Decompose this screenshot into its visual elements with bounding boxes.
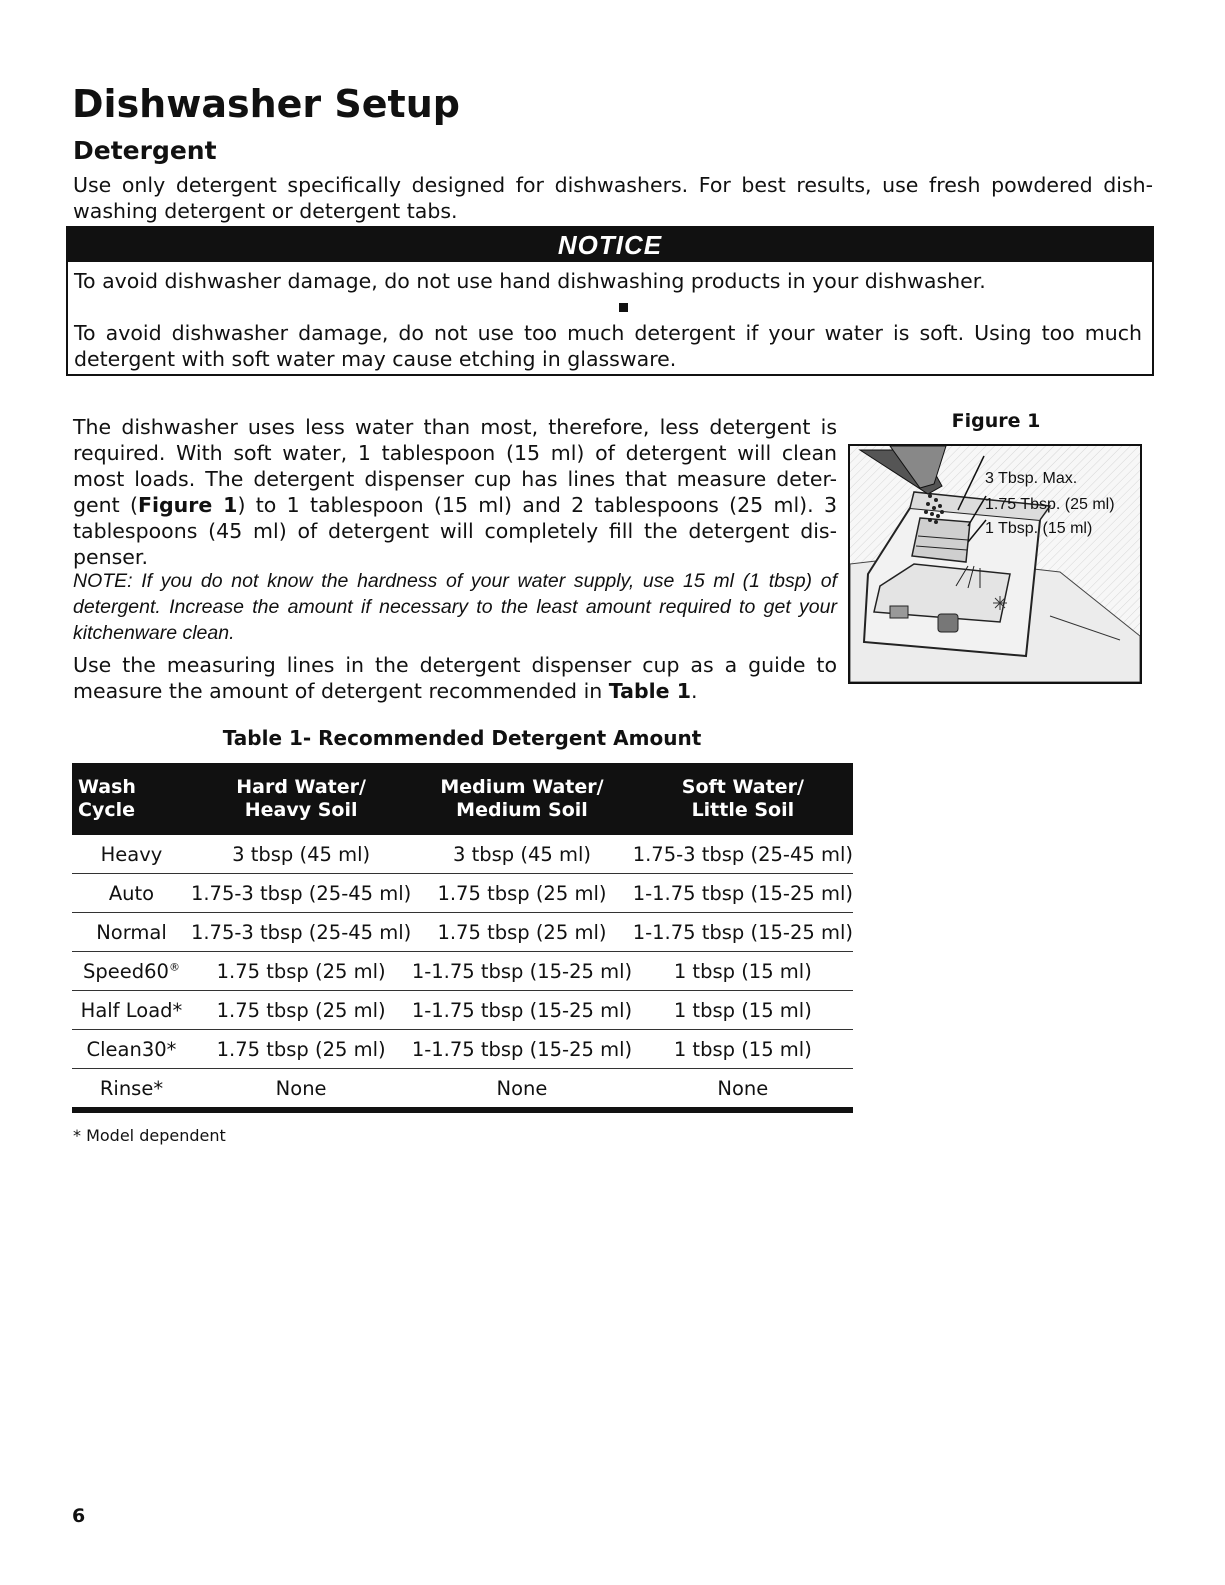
section-heading: Detergent bbox=[73, 136, 217, 165]
figure-label-1: 1 Tbsp. (15 ml) bbox=[985, 520, 1093, 537]
table-cell: 1.75-3 tbsp (25-45 ml) bbox=[633, 835, 853, 874]
table-cell: 3 tbsp (45 ml) bbox=[191, 835, 411, 874]
table-cell: 1.75-3 tbsp (25-45 ml) bbox=[191, 874, 411, 913]
notice-text-2: To avoid dishwasher damage, do not use too much detergent if your water is soft. Using too much detergent with soft water may cause etching in glassware. bbox=[74, 321, 1142, 371]
footnote: * Model dependent bbox=[73, 1126, 226, 1145]
table-cell: 1.75 tbsp (25 ml) bbox=[191, 1030, 411, 1069]
detergent-table bbox=[72, 763, 853, 1113]
guide-paragraph bbox=[73, 652, 837, 704]
table-cell: Rinse* bbox=[72, 1069, 191, 1111]
table-row bbox=[72, 952, 853, 991]
table-header-row bbox=[72, 763, 853, 835]
table-cell: 1-1.75 tbsp (15-25 ml) bbox=[411, 1030, 632, 1069]
table-cell: 3 tbsp (45 ml) bbox=[411, 835, 632, 874]
page-number: 6 bbox=[72, 1505, 86, 1527]
table-title: Table 1- Recommended Detergent Amount bbox=[222, 726, 702, 750]
header-soft-water: Soft Water/ Little Soil bbox=[633, 763, 853, 835]
cycle-name: Speed60 bbox=[83, 959, 169, 983]
table-cell: 1.75 tbsp (25 ml) bbox=[411, 874, 632, 913]
notice-text-1: To avoid dishwasher damage, do not use hand dishwashing products in your dishwasher. bbox=[74, 269, 986, 293]
header-wash-cycle: Wash Cycle bbox=[72, 763, 191, 835]
table-cell: None bbox=[633, 1069, 853, 1111]
body-paragraph bbox=[73, 414, 837, 570]
table-cell: 1.75 tbsp (25 ml) bbox=[411, 913, 632, 952]
header-medium-water: Medium Water/ Medium Soil bbox=[411, 763, 632, 835]
figure-label-175: 1.75 Tbsp. (25 ml) bbox=[985, 496, 1115, 513]
table-cell: 1-1.75 tbsp (15-25 ml) bbox=[411, 952, 632, 991]
table-cell: 1.75 tbsp (25 ml) bbox=[191, 952, 411, 991]
table-cell: Half Load* bbox=[72, 991, 191, 1030]
table-row bbox=[72, 913, 853, 952]
table-cell: 1-1.75 tbsp (15-25 ml) bbox=[633, 913, 853, 952]
figure-label-max: 3 Tbsp. Max. bbox=[985, 470, 1078, 487]
table-row bbox=[72, 1030, 853, 1069]
table-cell-speed60 bbox=[72, 952, 191, 991]
figure-caption: Figure 1 bbox=[951, 410, 1041, 432]
figure-reference: Figure 1 bbox=[137, 493, 238, 517]
table-cell: 1.75-3 tbsp (25-45 ml) bbox=[191, 913, 411, 952]
page-title: Dishwasher Setup bbox=[72, 82, 460, 126]
table-row bbox=[72, 1069, 853, 1111]
note-paragraph: NOTE: If you do not know the hardness of your water supply, use 15 ml (1 tbsp) of detergent. Increase the amount if necessary to the least amount required to get your kitchenware clean. bbox=[73, 570, 837, 644]
table-reference: Table 1 bbox=[608, 679, 691, 703]
table-cell: None bbox=[411, 1069, 632, 1111]
notice-box bbox=[66, 226, 1154, 376]
table-cell: 1 tbsp (15 ml) bbox=[633, 952, 853, 991]
notice-bullet-icon bbox=[619, 303, 628, 312]
guide-text-a: Use the measuring lines in the detergent dispenser cup as a guide to measure the amount of detergent recommended in bbox=[73, 653, 837, 703]
registered-mark: ® bbox=[168, 960, 180, 973]
table-cell: 1-1.75 tbsp (15-25 ml) bbox=[411, 991, 632, 1030]
table-cell: Auto bbox=[72, 874, 191, 913]
table-cell: 1 tbsp (15 ml) bbox=[633, 1030, 853, 1069]
notice-header: NOTICE bbox=[68, 228, 1152, 262]
intro-paragraph: Use only detergent specifically designed for dishwashers. For best results, use fresh powdered dish-washing detergent or detergent tabs. bbox=[73, 173, 1153, 223]
table-cell: 1-1.75 tbsp (15-25 ml) bbox=[633, 874, 853, 913]
figure-image bbox=[848, 444, 1142, 684]
guide-text-b: . bbox=[690, 679, 698, 703]
table-cell: 1.75 tbsp (25 ml) bbox=[191, 991, 411, 1030]
table-cell: Heavy bbox=[72, 835, 191, 874]
body-text-a: The dishwasher uses less water than most, therefore, less detergent is required. With soft water, 1 tablespoon (15 ml) of detergent will clean most loads. The detergent dispenser cup has lines that measure deter-gent ( bbox=[73, 415, 837, 517]
table-cell: Normal bbox=[72, 913, 191, 952]
header-hard-water: Hard Water/ Heavy Soil bbox=[191, 763, 411, 835]
body-text-b: ) to 1 tablespoon (15 ml) and 2 tablespoons (25 ml). 3 tablespoons (45 ml) of detergent will completely fill the detergent dis-penser. bbox=[73, 493, 838, 569]
table-row bbox=[72, 874, 853, 913]
table-cell: 1 tbsp (15 ml) bbox=[633, 991, 853, 1030]
table-cell: None bbox=[191, 1069, 411, 1111]
table-row bbox=[72, 835, 853, 874]
table-row bbox=[72, 991, 853, 1030]
table-cell: Clean30* bbox=[72, 1030, 191, 1069]
